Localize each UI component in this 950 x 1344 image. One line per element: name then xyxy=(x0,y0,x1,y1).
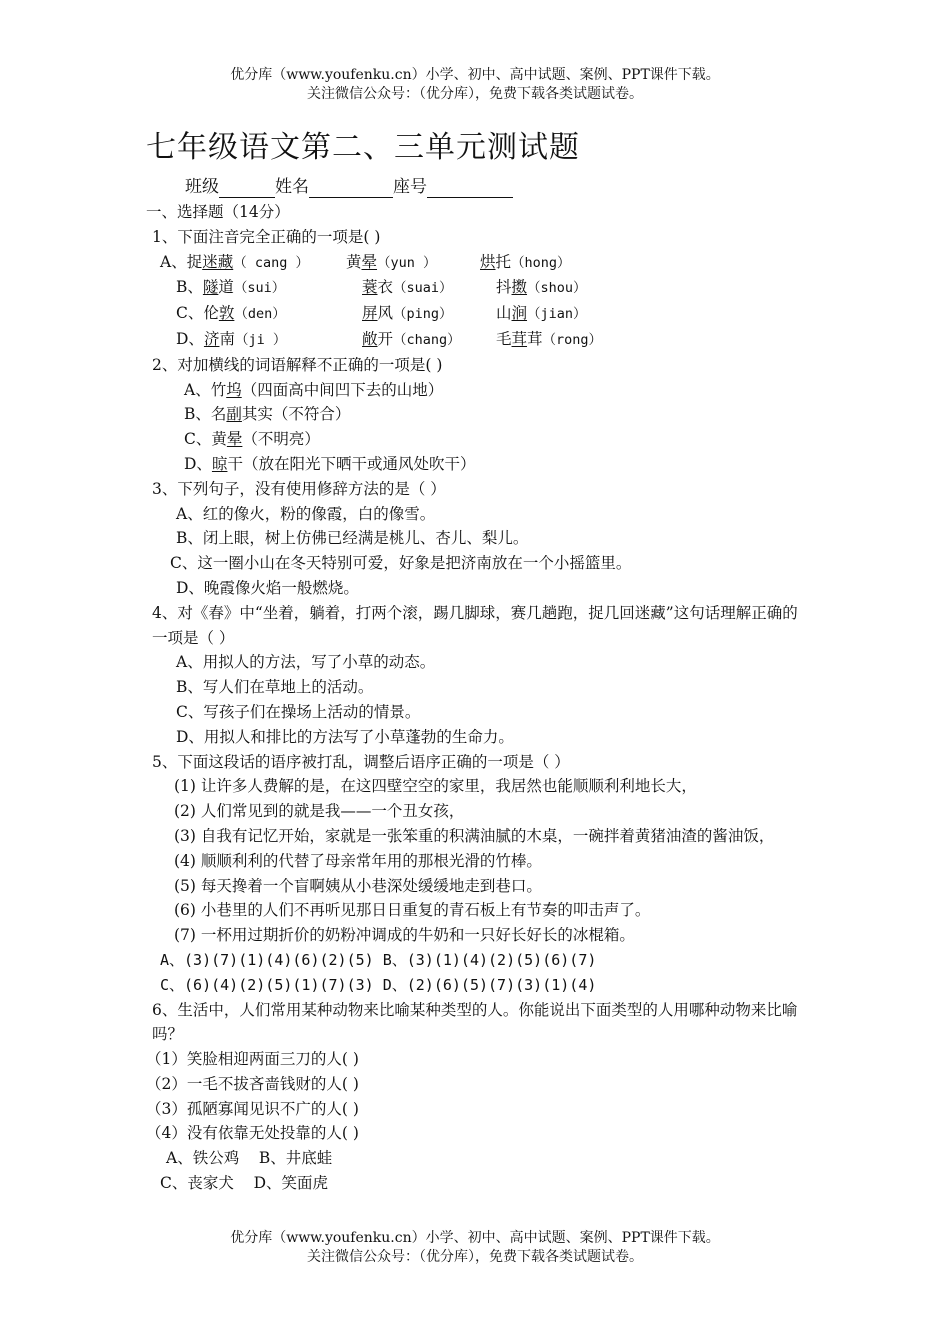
underlined-word: 屏 xyxy=(362,304,378,323)
option-text: 干（放在阳光下晒干或通风处吹干） xyxy=(227,454,476,473)
class-blank[interactable] xyxy=(219,179,275,198)
question-1-stem: 1、下面注音完全正确的一项是( ) xyxy=(152,227,381,246)
word: 南 xyxy=(219,329,235,348)
seat-label: 座号 xyxy=(393,177,427,197)
question-3-option-b: B、闭上眼，树上仿佛已经满是桃儿、杏儿、梨儿。 xyxy=(176,529,529,548)
section-heading: 一、选择题（14分） xyxy=(146,203,290,221)
word: 茸 xyxy=(527,329,543,348)
pinyin: （suai） xyxy=(393,280,453,297)
option-text: （不明亮） xyxy=(242,430,320,449)
underlined-word: 迷藏 xyxy=(202,252,234,271)
word: 山 xyxy=(496,304,512,323)
underlined-word: 涧 xyxy=(511,304,528,323)
pinyin: （jian） xyxy=(527,306,587,323)
word: 托 xyxy=(495,252,512,271)
question-1-option-a xyxy=(146,250,810,276)
question-5-sentence-7: (7) 一杯用过期折价的奶粉冲调成的牛奶和一只好长好长的冰棍箱。 xyxy=(174,926,635,945)
question-6-item-1: （1）笑脸相迎两面三刀的人( ) xyxy=(146,1050,359,1069)
question-2-option-b xyxy=(146,402,810,427)
header-line-1: 优分库（www.youfenku.cn）小学、初中、高中试题、案例、PPT课件下载。 xyxy=(230,67,720,83)
footer-line-1: 优分库（www.youfenku.cn）小学、初中、高中试题、案例、PPT课件下载。 xyxy=(230,1230,720,1246)
exam-content xyxy=(146,200,810,1196)
question-5-stem: 5、下面这段话的语序被打乱，调整后语序正确的一项是（ ） xyxy=(152,752,570,771)
question-3-option-c: C、这一圈小山在冬天特别可爱，好象是把济南放在一个小摇篮里。 xyxy=(170,554,632,573)
pinyin: （ cang ） xyxy=(233,254,309,271)
question-2-option-d xyxy=(146,452,810,477)
question-5-sentence-3: (3) 自我有记忆开始，家就是一张笨重的积满油腻的木桌，一碗拌着黄猪油渣的酱油饭， xyxy=(174,826,775,845)
question-6-options-ab: A、铁公鸡 B、井底蛙 xyxy=(166,1149,333,1168)
question-5-options-cd: C、(6)(4)(2)(5)(1)(7)(3) D、(2)(6)(5)(7)(3)(1)(4) xyxy=(160,975,597,994)
question-6-item-4: （4）没有依靠无处投靠的人( ) xyxy=(146,1124,359,1143)
underlined-word: 隧 xyxy=(202,278,219,297)
pinyin: （ji ） xyxy=(234,331,287,348)
question-6-options-cd: C、丧家犬 D、笑面虎 xyxy=(160,1174,328,1193)
question-2-stem: 2、对加横线的词语解释不正确的一项是( ) xyxy=(152,355,443,374)
underlined-word: 副 xyxy=(226,405,242,424)
page-header xyxy=(0,66,950,104)
question-4-option-c: C、写孩子们在操场上活动的情景。 xyxy=(176,702,421,721)
name-label: 姓名 xyxy=(275,177,309,197)
page-title: 七年级语文第二、三单元测试题 xyxy=(146,130,580,165)
word: 道 xyxy=(218,278,234,297)
option-label: B、名 xyxy=(184,405,227,424)
question-5-sentence-5: (5) 每天搀着一个盲啊姨从小巷深处缓缓地走到巷口。 xyxy=(174,876,542,895)
student-info xyxy=(185,176,513,198)
question-2-option-a xyxy=(146,378,810,403)
pinyin: （yun ） xyxy=(377,254,437,271)
header-line-2: 关注微信公众号：（优分库），免费下载各类试题试卷。 xyxy=(307,86,643,102)
underlined-word: 敞 xyxy=(362,329,378,348)
option-label: B、 xyxy=(176,278,203,297)
question-1-option-d xyxy=(146,327,810,353)
underlined-word: 蓑 xyxy=(362,278,378,297)
seat-blank[interactable] xyxy=(427,179,513,198)
question-3-option-a: A、红的像火，粉的像霞，白的像雪。 xyxy=(176,504,436,523)
footer-line-2: 关注微信公众号：（优分库），免费下载各类试题试卷。 xyxy=(307,1249,643,1265)
page-footer xyxy=(0,1229,950,1267)
underlined-word: 坞 xyxy=(226,380,242,399)
underlined-word: 济 xyxy=(203,329,220,348)
pinyin: （hong） xyxy=(511,254,571,271)
pinyin: （chang） xyxy=(393,331,461,348)
underlined-word: 晾 xyxy=(211,454,228,473)
question-5-options-ab: A、(3)(7)(1)(4)(6)(2)(5) B、(3)(1)(4)(2)(5)(6)(7) xyxy=(160,950,597,969)
question-5-sentence-6: (6) 小巷里的人们不再听见那日日重复的青石板上有节奏的叩击声了。 xyxy=(174,901,651,920)
option-label: C、黄 xyxy=(184,430,227,449)
word: 风 xyxy=(377,304,394,323)
option-text: 其实（不符合） xyxy=(241,405,351,424)
question-6-stem: 6、生活中，人们常用某种动物来比喻某种类型的人。你能说出下面类型的人用哪种动物来比喻吗？ xyxy=(152,1000,798,1044)
pinyin: （den） xyxy=(234,306,286,323)
question-2-option-c xyxy=(146,427,810,452)
option-label: A、竹 xyxy=(184,380,227,399)
word: 抖 xyxy=(496,278,512,297)
question-5-sentence-1: (1) 让许多人费解的是，在这四壁空空的家里，我居然也能顺顺利利地长大， xyxy=(174,777,697,796)
name-blank[interactable] xyxy=(309,179,393,198)
question-4-stem: 4、对《春》中“坐着，躺着，打两个滚，踢几脚球，赛几趟跑，捉几回迷藏”这句话理解正确的一项是（ ） xyxy=(152,603,798,647)
underlined-word: 敦 xyxy=(218,304,235,323)
question-1-option-c xyxy=(146,301,810,327)
pinyin: （ping） xyxy=(393,306,453,323)
word: 黄 xyxy=(346,252,362,271)
question-4-option-a: A、用拟人的方法，写了小草的动态。 xyxy=(176,653,436,672)
underlined-word: 晕 xyxy=(361,252,378,271)
pinyin: （sui） xyxy=(233,280,286,297)
class-label: 班级 xyxy=(185,177,219,197)
question-4-option-d: D、用拟人和排比的方法写了小草蓬勃的生命力。 xyxy=(176,727,514,746)
question-3-stem: 3、下列句子，没有使用修辞方法的是（ ） xyxy=(152,479,446,498)
question-6-item-3: （3）孤陋寡闻见识不广的人( ) xyxy=(146,1099,359,1118)
option-label: D、 xyxy=(184,454,212,473)
question-5-sentence-2: (2) 人们常见到的就是我——一个丑女孩， xyxy=(174,802,465,821)
word: 开 xyxy=(377,329,394,348)
option-label: D、 xyxy=(176,329,204,348)
option-label: A、捉 xyxy=(160,252,203,271)
pinyin: （shou） xyxy=(527,280,587,297)
underlined-word: 晕 xyxy=(226,430,243,449)
option-text: （四面高中间凹下去的山地） xyxy=(241,380,444,399)
word: 毛 xyxy=(496,329,512,348)
pinyin: （rong） xyxy=(542,331,603,348)
question-4-option-b: B、写人们在草地上的活动。 xyxy=(176,678,374,697)
question-1-option-b xyxy=(146,275,810,301)
question-3-option-d: D、晚霞像火焰一般燃烧。 xyxy=(176,578,359,597)
underlined-word: 茸 xyxy=(511,329,528,348)
option-label: C、伦 xyxy=(176,304,219,323)
question-5-sentence-4: (4) 顺顺利利的代替了母亲常年用的那根光滑的竹棒。 xyxy=(174,851,542,870)
underlined-word: 擞 xyxy=(511,278,528,297)
underlined-word: 烘 xyxy=(480,252,496,271)
word: 衣 xyxy=(377,278,394,297)
question-6-item-2: （2）一毛不拔吝啬钱财的人( ) xyxy=(146,1074,359,1093)
